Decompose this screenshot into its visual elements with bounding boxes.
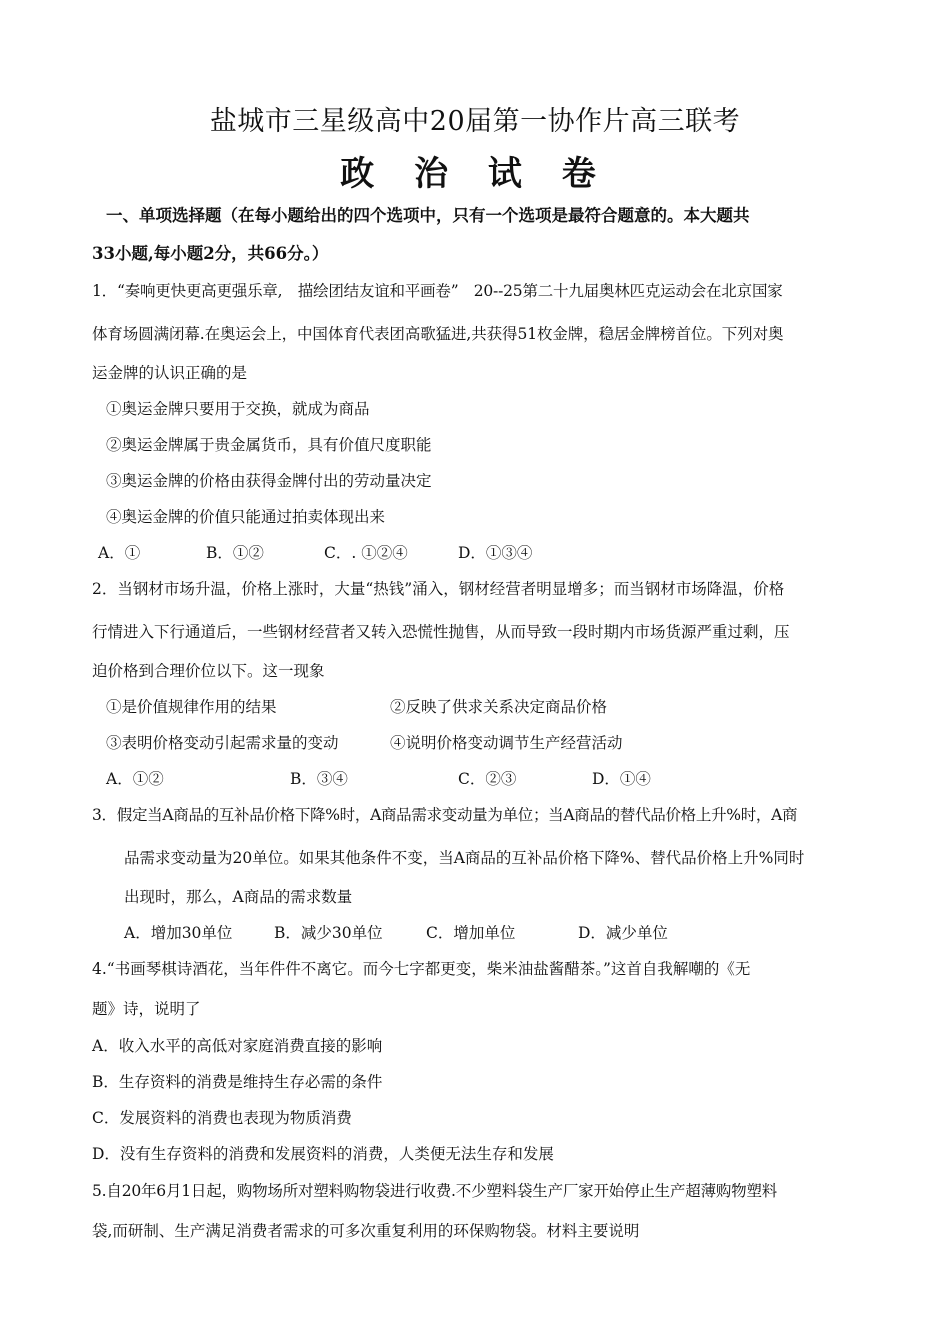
q2-statement: ③表明价格变动引起需求量的变动	[106, 734, 339, 752]
q1-statement: ①奥运金牌只要用于交换，就成为商品	[106, 400, 370, 418]
q1-stem-line: 运金牌的认识正确的是	[92, 364, 248, 382]
q2-stem-line: 行情进入下行通道后，一些钢材经营者又转入恐慌性抛售，从而导致一段时期内市场货源严重过剩，压	[92, 623, 790, 641]
q2-option-d: D．①④	[592, 770, 651, 788]
q3-stem-line: 出现时，那么，A商品的需求数量	[124, 888, 353, 906]
q1-option-b: B．①②	[206, 544, 264, 562]
q3-stem-line: 3．假定当A商品的互补品价格下降%时，A商品需求变动量为单位；当A商品的替代品价格上升%时，A商	[92, 806, 798, 824]
q3-option-a: A．增加30单位	[124, 924, 233, 942]
q3-option-b: B．减少30单位	[274, 924, 383, 942]
q1-option-c: C．. ①②④	[324, 544, 408, 562]
q1-statement: ②奥运金牌属于贵金属货币，具有价值尺度职能	[106, 436, 432, 454]
section-heading-cont: 33小题,每小题2分，共66分。）	[92, 244, 329, 263]
q4-option-c: C．发展资料的消费也表现为物质消费	[92, 1109, 352, 1127]
q1-statement: ④奥运金牌的价值只能通过拍卖体现出来	[106, 508, 386, 526]
q4-option-a: A．收入水平的高低对家庭消费直接的影响	[92, 1037, 383, 1055]
q3-option-d: D．减少单位	[578, 924, 668, 942]
q2-option-a: A．①②	[106, 770, 164, 788]
q3-option-c: C．增加单位	[426, 924, 516, 942]
q2-option-c: C．②③	[458, 770, 517, 788]
subject-title: 政 治 试 卷	[340, 154, 610, 194]
q4-option-b: B．生存资料的消费是维持生存必需的条件	[92, 1073, 383, 1091]
section-heading: 一、单项选择题（在每小题给出的四个选项中，只有一个选项是最符合题意的。本大题共	[106, 206, 750, 225]
q2-statement: ①是价值规律作用的结果	[106, 698, 277, 716]
q5-stem-line: 5.自20年6月1日起，购物场所对塑料购物袋进行收费.不少塑料袋生产厂家开始停止生产超薄购物塑料	[92, 1182, 778, 1200]
q3-stem-line: 品需求变动量为20单位。如果其他条件不变，当A商品的互补品价格下降%、替代品价格上升%同时	[124, 849, 805, 867]
q2-stem-line: 迫价格到合理价位以下。这一现象	[92, 662, 325, 680]
q4-stem-line: 4.“书画琴棋诗酒花，当年件件不离它。而今七字都更变，柴米油盐酱醋茶。”这首自我解嘲的《无	[92, 960, 751, 978]
q4-stem-line: 题》诗，说明了	[92, 1000, 201, 1018]
q1-option-d: D．①③④	[458, 544, 533, 562]
q4-option-d: D．没有生存资料的消费和发展资料的消费，人类便无法生存和发展	[92, 1145, 554, 1163]
q2-statement: ④说明价格变动调节生产经营活动	[390, 734, 623, 752]
q1-option-a: A．①	[98, 544, 141, 562]
exam-title: 盐城市三星级高中20届第一协作片高三联考	[209, 106, 741, 137]
q1-statement: ③奥运金牌的价格由获得金牌付出的劳动量决定	[106, 472, 432, 490]
q5-stem-line: 袋,而研制、生产满足消费者需求的可多次重复利用的环保购物袋。材料主要说明	[92, 1222, 640, 1240]
q2-option-b: B．③④	[290, 770, 348, 788]
q2-statement: ②反映了供求关系决定商品价格	[390, 698, 608, 716]
q2-stem-line: 2．当钢材市场升温，价格上涨时，大量“热钱”涌入，钢材经营者明显增多；而当钢材市场降温，价格	[92, 580, 785, 598]
q1-stem-line: 体育场圆满闭幕.在奥运会上，中国体育代表团高歌猛进,共获得51枚金牌，稳居金牌榜首位。下列对奥	[92, 325, 784, 343]
q1-stem-line: 1．“奏响更快更高更强乐章, 描绘团结友谊和平画卷” 20--25第二十九届奥林匹克运动会在北京国家	[92, 282, 783, 300]
